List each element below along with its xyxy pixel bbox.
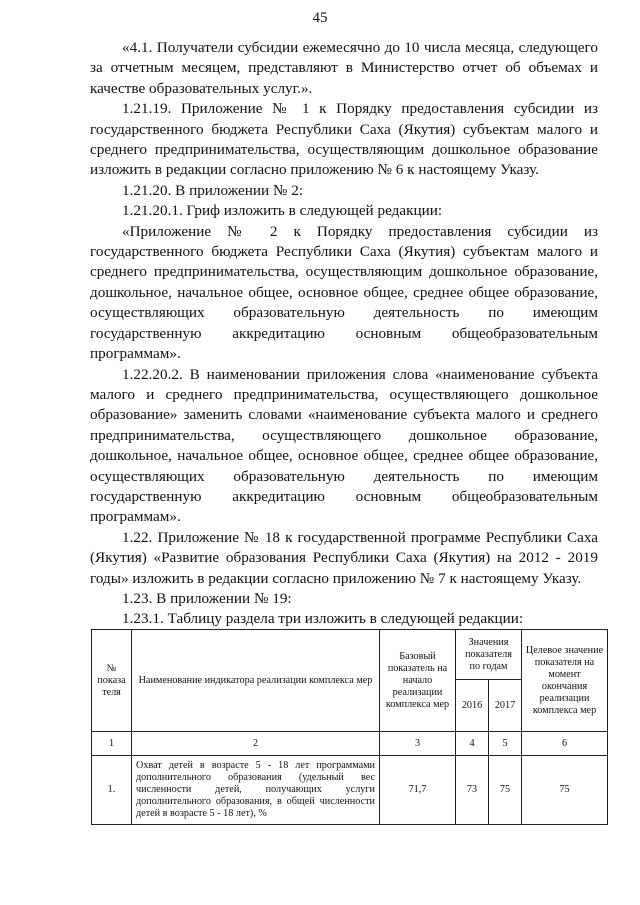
header-year-2017: 2017 — [489, 680, 522, 732]
table-row — [92, 756, 608, 825]
indicator-table — [91, 629, 608, 825]
paragraph: 1.22. Приложение № 18 к государственной программе Республики Саха (Якутия) «Развитие образования Республики Саха (Якутия) на 2012 - 2019 годы» изложить в редакции согласно приложению № 7 к настоящему Указу. — [90, 528, 598, 587]
column-number: 1 — [92, 732, 132, 756]
row-base-value: 71,7 — [380, 756, 456, 825]
column-number: 4 — [456, 732, 489, 756]
header-base-value: Базовый показатель на начало реализации комплекса мер — [380, 630, 456, 732]
row-value-2016: 73 — [456, 756, 489, 825]
paragraph: 1.23. В приложении № 19: — [122, 589, 292, 607]
paragraph: «Приложение № 2 к Порядку предоставления субсидии из государственного бюджета Республики Саха (Якутия) субъектам малого и среднего предпринимательства, осуществляющим дошкольное образование, дошкольное, начальное общее, основное общее, среднее общее образование, осуществляющих образовательную деятельность по имеющим государственную аккредитацию основным общеобразовательным программам». — [90, 222, 598, 363]
column-number: 6 — [522, 732, 608, 756]
header-number: № показа теля — [92, 630, 132, 732]
paragraph: 1.22.20.2. В наименовании приложения слова «наименование субъекта малого и среднего предпринимательства, осуществляющего дошкольное образование» заменить словами «наименование субъекта малого и среднего предпринимательства, осуществляющего дошкольное образование, дошкольное, начальное общее, основное общее, среднее общее образование, осуществляющих образовательную деятельность по имеющим государственную аккредитацию основным общеобразовательным программам». — [90, 365, 598, 526]
column-number: 2 — [132, 732, 380, 756]
paragraph: «4.1. Получатели субсидии ежемесячно до 10 числа месяца, следующего за отчетным месяцем, представляют в Министерство отчет об объемах и качестве образовательных услуг.». — [90, 39, 598, 97]
paragraph: 1.21.19. Приложение № 1 к Порядку предоставления субсидии из государственного бюджета Республики Саха (Якутия) субъектам малого и среднего предпринимательства, осуществляющим дошкольное образование изложить в редакции согласно приложению № 6 к настоящему Указу. — [90, 100, 598, 179]
row-number: 1. — [92, 756, 132, 825]
header-indicator-name: Наименование индикатора реализации комплекса мер — [132, 630, 380, 732]
row-target-value: 75 — [522, 756, 608, 825]
paragraph: 1.21.20. В приложении № 2: — [122, 181, 304, 199]
column-number: 3 — [380, 732, 456, 756]
header-year-2016: 2016 — [456, 680, 489, 732]
header-values-by-year: Значения показателя по годам — [456, 630, 522, 680]
paragraph: 1.21.20.1. Гриф изложить в следующей редакции: — [122, 202, 443, 220]
paragraph: 1.23.1. Таблицу раздела три изложить в следующей редакции: — [122, 610, 524, 628]
header-target-value: Целевое значение показателя на момент окончания реализации комплекса мер — [522, 630, 608, 732]
page-number: 45 — [312, 10, 328, 26]
document-body — [90, 38, 598, 630]
row-indicator-name: Охват детей в возрасте 5 - 18 лет программами дополнительного образования (удельный вес численности детей, получающих услуги дополнительного образования, в общей численности детей в возрасте 5 - 18 лет), % — [132, 756, 380, 825]
row-value-2017: 75 — [489, 756, 522, 825]
column-number: 5 — [489, 732, 522, 756]
